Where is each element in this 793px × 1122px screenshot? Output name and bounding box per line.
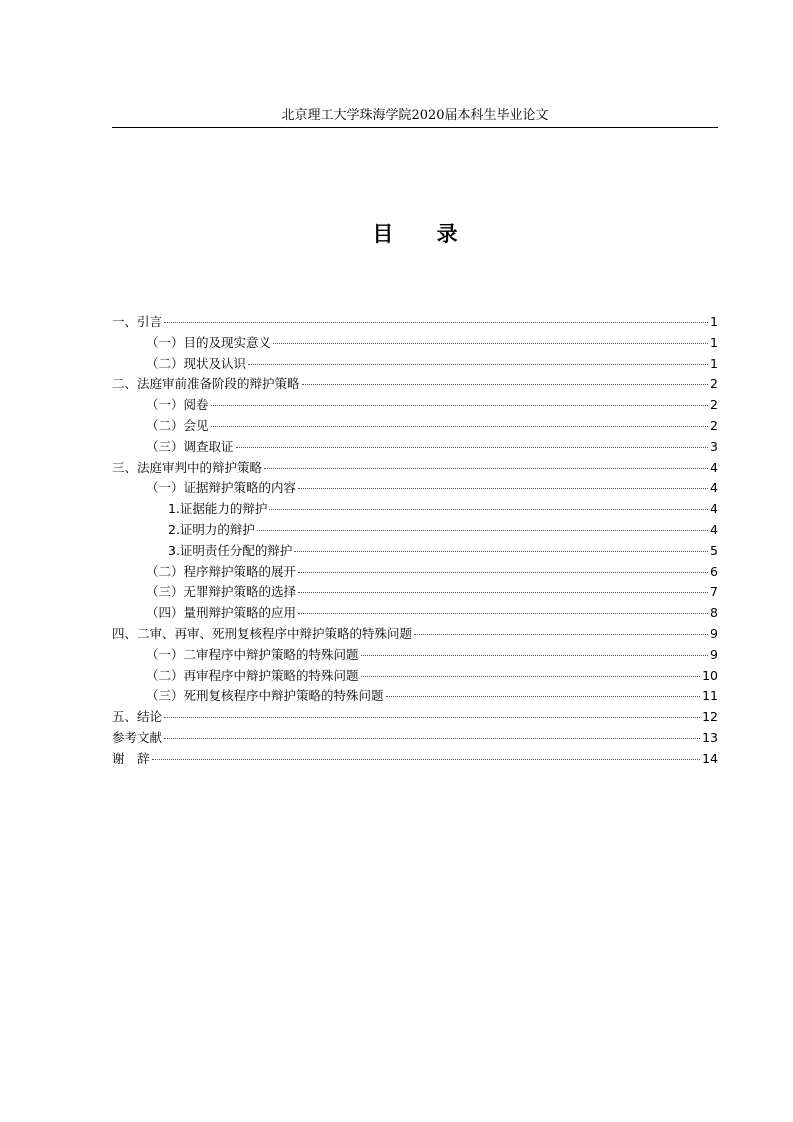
toc-entry-text: （二）再审程序中辩护策略的特殊问题 [146,667,359,683]
toc-page-number: 4 [710,480,718,496]
toc-page-number: 3 [710,438,718,454]
toc-dot-leader [386,695,701,697]
toc-entry-text: 三、法庭审判中的辩护策略 [112,459,263,475]
toc-entry-text: 1.证据能力的辩护 [168,501,268,517]
toc-entry-text: （三）无罪辩护策略的选择 [146,584,297,600]
toc-dot-leader [164,737,700,739]
toc-page-number: 8 [710,605,718,621]
toc-dot-leader [298,591,708,593]
toc-entry-text: （二）会见 [146,417,209,433]
toc-entry[interactable] [112,728,718,749]
toc-dot-leader [236,446,708,448]
toc-entry-text: 谢 辞 [112,750,150,766]
toc-entry-text: 一、引言 [112,314,163,329]
toc-dot-leader [298,487,708,489]
toc-title: 目 录 [372,222,476,246]
toc-dot-leader [152,758,701,760]
toc-entry-text: 3.证明责任分配的辩护 [168,542,293,558]
toc-entry[interactable] [112,478,718,499]
toc-entry-text: （二）程序辩护策略的展开 [146,563,297,579]
toc-page-number: 7 [710,584,718,600]
toc-dot-leader [361,654,708,656]
toc-entry-text: 四、二审、再审、死刑复核程序中辩护策略的特殊问题 [112,625,413,641]
toc-entry[interactable] [112,520,718,541]
toc-entry[interactable] [112,749,718,770]
toc-dot-leader [248,363,708,365]
toc-entry[interactable] [112,437,718,458]
toc-entry[interactable] [112,666,718,687]
toc-entry[interactable] [112,541,718,562]
toc-dot-leader [264,467,708,469]
toc-entry-text: 参考文献 [112,729,163,745]
toc-page-number: 9 [710,625,718,641]
toc-entry-text: （一）阅卷 [146,397,209,413]
toc-dot-leader [269,508,708,510]
toc-entry[interactable] [112,312,718,333]
toc-dot-leader [164,716,700,718]
toc-page-number: 4 [710,459,718,475]
toc-page-number: 14 [702,750,718,766]
toc-page-number: 10 [702,667,718,683]
toc-entry[interactable] [112,395,718,416]
toc-entry-text: （四）量刑辩护策略的应用 [146,605,297,621]
toc-dot-leader [298,571,708,573]
toc-entry[interactable] [112,354,718,375]
toc-entry[interactable] [112,374,718,395]
toc-dot-leader [257,529,708,531]
toc-entry[interactable] [112,624,718,645]
toc-dot-leader [361,675,701,677]
toc-entry[interactable] [112,707,718,728]
toc-dot-leader [211,404,708,406]
toc-entry-text: （一）二审程序中辩护策略的特殊问题 [146,646,359,662]
toc-entry[interactable] [112,416,718,437]
toc-page-number: 12 [702,709,718,725]
toc-entry[interactable] [112,582,718,603]
toc-page-number: 9 [710,646,718,662]
toc-entry-text: （三）死刑复核程序中辩护策略的特殊问题 [146,688,384,704]
page-header: 北京理工大学珠海学院2020届本科生毕业论文 [112,106,718,128]
table-of-contents [112,312,718,770]
toc-entry-text: （二）现状及认识 [146,355,247,371]
toc-entry[interactable] [112,333,718,354]
toc-page-number: 6 [710,563,718,579]
toc-dot-leader [414,633,708,635]
toc-entry-text: 二、法庭审前准备阶段的辩护策略 [112,376,300,392]
toc-entry[interactable] [112,686,718,707]
toc-page-number: 1 [710,355,718,371]
toc-dot-leader [164,321,708,323]
toc-dot-leader [298,612,708,614]
toc-entry-text: 五、结论 [112,709,163,725]
toc-entry[interactable] [112,645,718,666]
toc-dot-leader [211,425,708,427]
toc-page-number: 2 [710,397,718,413]
toc-page-number: 4 [710,501,718,517]
toc-page-number: 1 [710,334,718,350]
toc-page-number: 5 [710,542,718,558]
toc-dot-leader [273,342,708,344]
toc-page-number: 2 [710,376,718,392]
toc-entry[interactable] [112,499,718,520]
toc-page-number: 4 [710,521,718,537]
toc-dot-leader [302,383,708,385]
toc-entry-text: （一）证据辩护策略的内容 [146,480,297,496]
toc-entry-text: （三）调查取证 [146,438,234,454]
toc-page-number: 11 [702,688,718,704]
toc-page-number: 1 [710,314,718,329]
toc-entry[interactable] [112,603,718,624]
toc-page-number: 13 [702,729,718,745]
toc-entry-text: 2.证明力的辩护 [168,521,255,537]
toc-entry[interactable] [112,458,718,479]
toc-entry-text: （一）目的及现实意义 [146,334,272,350]
toc-page-number: 2 [710,417,718,433]
toc-entry[interactable] [112,562,718,583]
toc-dot-leader [294,550,708,552]
